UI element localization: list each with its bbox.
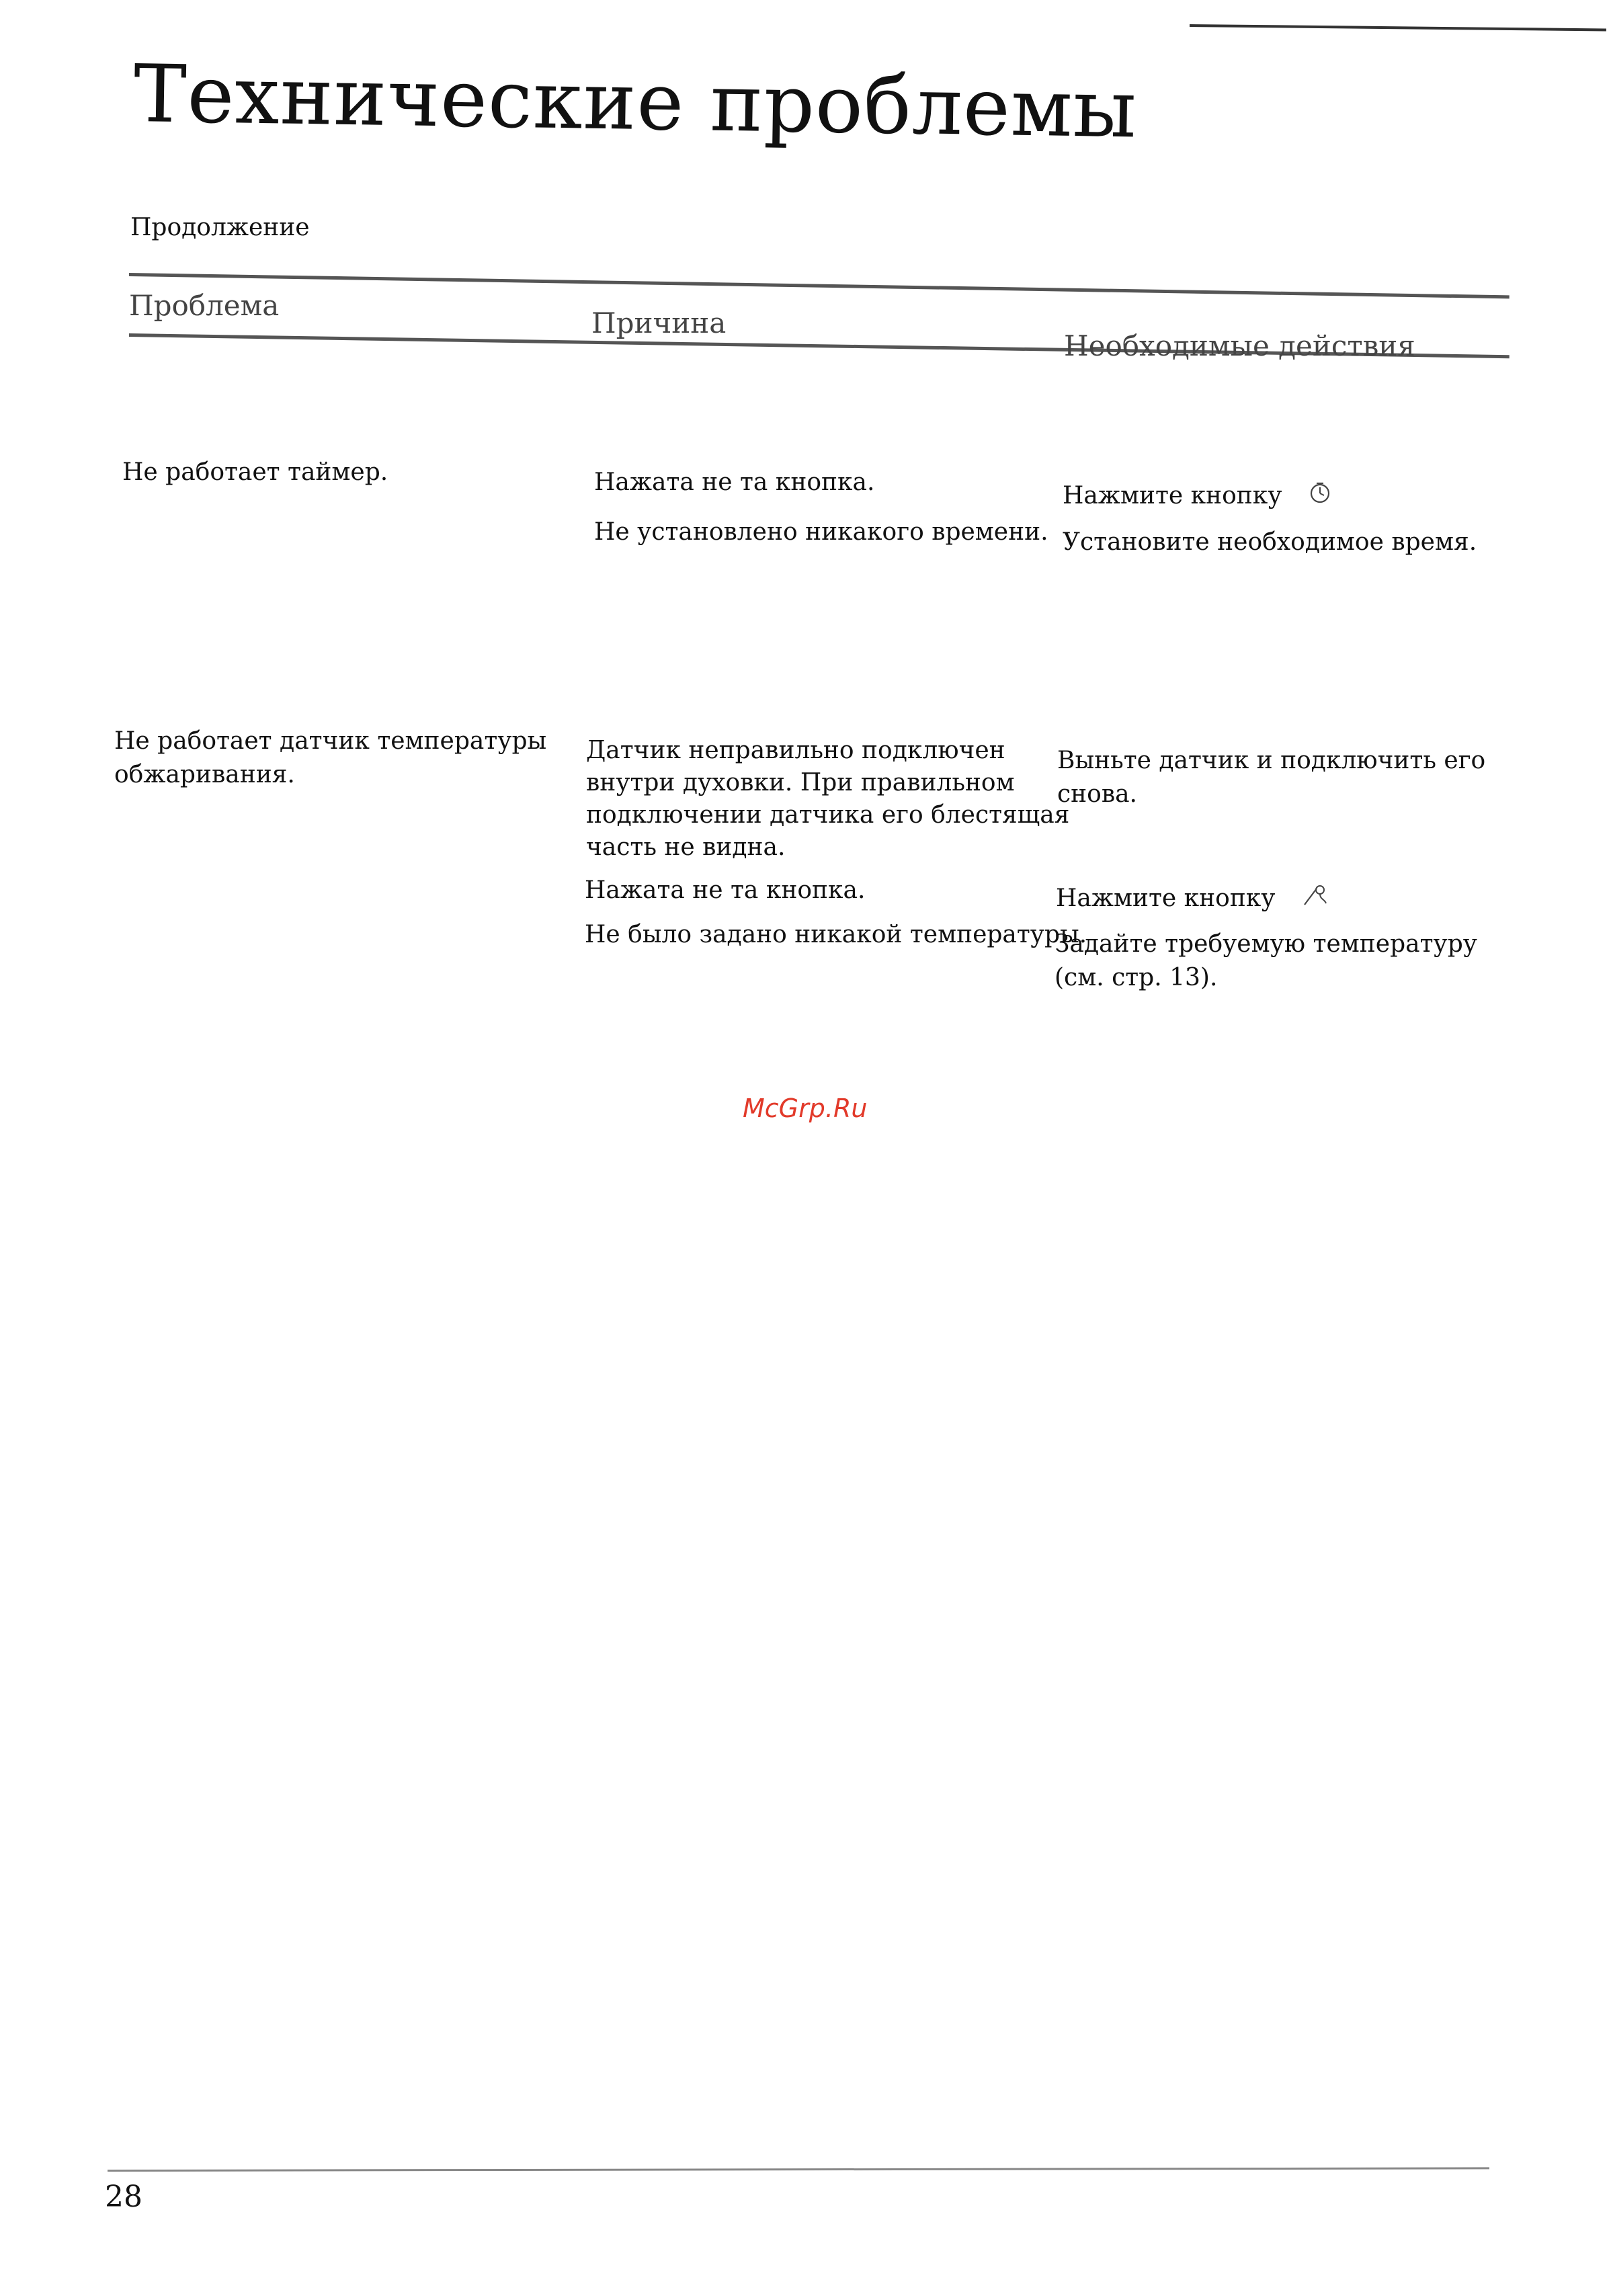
row-1-action-1-text: Нажмите кнопку [1063, 482, 1282, 509]
header-top-rule [129, 273, 1510, 298]
footer-rule [108, 2167, 1489, 2172]
row-2-action-2 [1056, 882, 1329, 917]
page-number: 28 [105, 2180, 142, 2214]
row-2-action-3 [1055, 928, 1477, 995]
row-2-cause-2: Нажата не та кнопка. [585, 876, 866, 904]
row-2-cause-1-line-1: Датчик неправильно подключен [586, 737, 1005, 764]
scan-edge-line [1190, 24, 1606, 31]
column-header-cause: Причина [591, 306, 727, 339]
row-2-problem-line-2: обжаривания. [114, 761, 295, 788]
row-2-action-3-line-1: Задайте требуемую температуру [1055, 930, 1477, 958]
row-2-action-3-line-2: (см. стр. 13). [1055, 964, 1218, 991]
row-2-action-1-line-2: снова. [1057, 780, 1138, 808]
row-2-action-1 [1057, 744, 1485, 811]
row-1-action-1 [1063, 479, 1331, 514]
row-2-problem-line-1: Не работает датчик температуры [114, 727, 547, 755]
row-2-cause-1-line-4: часть не видна. [586, 833, 786, 861]
row-1-cause-2: Не установлено никакого времени. [594, 518, 1048, 546]
row-2-cause-3: Не было задано никакой температуры. [585, 921, 1087, 948]
clock-icon [1309, 481, 1331, 514]
row-2-action-1-line-1: Выньте датчик и подключить его [1057, 747, 1486, 774]
row-2-cause-1 [586, 735, 1069, 864]
row-1-action-2: Установите необходимое время. [1063, 528, 1477, 556]
row-1-problem: Не работает таймер. [122, 458, 388, 486]
row-2-problem [114, 725, 546, 792]
watermark: McGrp.Ru [743, 1094, 868, 1123]
row-1-cause-1: Нажата не та кнопка. [594, 468, 875, 496]
column-header-action: Необходимые действия [1064, 329, 1415, 362]
probe-icon [1302, 883, 1329, 917]
row-2-cause-1-line-3: подключении датчика его блестящая [586, 801, 1070, 829]
row-2-cause-1-line-2: внутри духовки. При правильном [586, 769, 1015, 796]
row-2-action-2-text: Нажмите кнопку [1056, 885, 1276, 912]
column-header-problem: Проблема [129, 289, 280, 322]
continuation-label: Продолжение [130, 214, 310, 241]
page-title: Технические проблемы [132, 47, 1138, 156]
